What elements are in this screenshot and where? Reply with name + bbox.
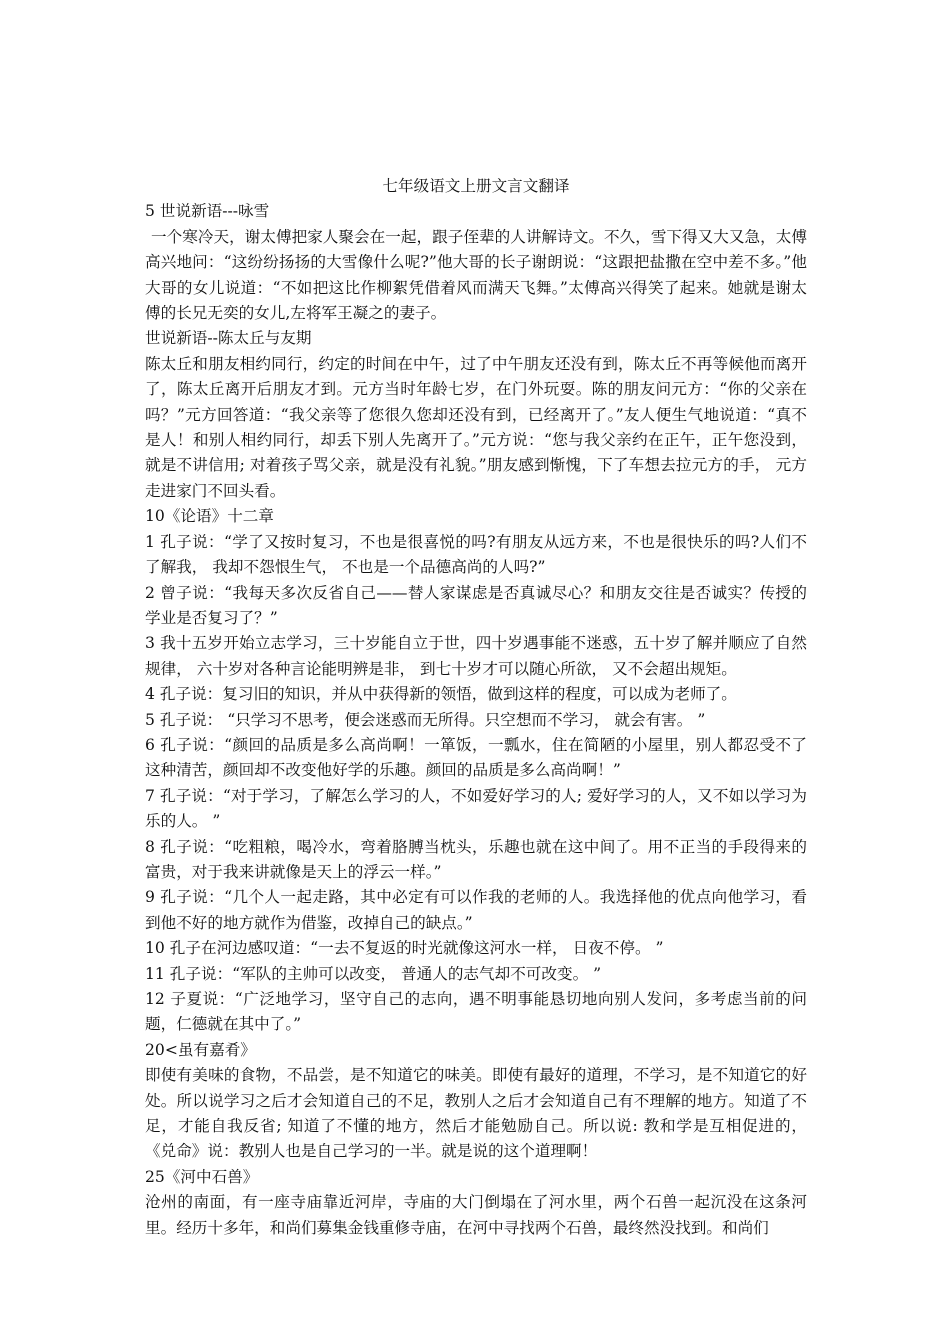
paragraph: 10 孔子在河边感叹道：“一去不复返的时光就像这河水一样， 日夜不停。 ”: [145, 939, 664, 958]
paragraph: 即使有美味的食物，不品尝，是不知道它的味美。即使有最好的道理，不学习，是不知道它的好处。所以说学习之后才会知道自己的不足，教别人之后才会知道自己有不理解的地方。知道了不足，才能自我反省; 知道了不懂的地方，然后才能勉励自己。所以说: 教和学是互相促进的， 《兑命》说：教别人也是自己学习的一半。就是说的这个道理啊！: [145, 1066, 807, 1161]
document-blocks: [145, 199, 807, 1241]
paragraph: 沧州的南面，有一座寺庙靠近河岸，寺庙的大门倒塌在了河水里，两个石兽一起沉没在这条河里。经历十多年，和尚们募集金钱重修寺庙，在河中寻找两个石兽，最终然没找到。和尚们: [145, 1193, 807, 1237]
paragraph: 4 孔子说：复习旧的知识，并从中获得新的领悟，做到这样的程度，可以成为老师了。: [145, 685, 737, 704]
paragraph: 11 孔子说：“军队的主帅可以改变， 普通人的志气却不可改变。 ”: [145, 964, 602, 983]
paragraph: 6 孔子说：“颜回的品质是多么高尚啊！一箪饭，一瓢水，住在简陋的小屋里，别人都忍受不了这种清苦，颜回却不改变他好学的乐趣。颜回的品质是多么高尚啊！”: [145, 735, 807, 780]
section-heading: 20<虽有嘉肴》: [145, 1040, 256, 1059]
paragraph: 3 我十五岁开始立志学习，三十岁能自立于世，四十岁遇事能不迷惑，五十岁了解并顺应了自然规律， 六十岁对各种言论能明辨是非， 到七十岁才可以随心所欲， 又不会超出规矩。: [145, 634, 807, 678]
paragraph: 一个寒冷天，谢太傅把家人聚会在一起，跟子侄辈的人讲解诗文。不久，雪下得又大又急，太傅高兴地问：“这纷纷扬扬的大雪像什么呢?”他大哥的长子谢朗说：“这跟把盐撒在空中差不多。”他大哥的女儿说道：“不如把这比作柳絮凭借着风而满天飞舞。”太傅高兴得笑了起来。她就是谢太傅的长兄无奕的女儿,左将军王凝之的妻子。: [145, 227, 807, 323]
section-heading: 世说新语--陈太丘与友期: [145, 329, 312, 348]
section-heading: 10《论语》十二章: [145, 507, 274, 526]
paragraph: 5 孔子说： “只学习不思考，便会迷惑而无所得。只空想而不学习， 就会有害。 ”: [145, 710, 706, 729]
document-title: 七年级语文上册文言文翻译: [382, 177, 570, 195]
paragraph: 12 子夏说：“广泛地学习，坚守自己的志向，遇不明事能恳切地向别人发问，多考虑当前的问题，仁德就在其中了。”: [145, 990, 807, 1034]
paragraph: 7 孔子说：“对于学习，了解怎么学习的人，不如爱好学习的人; 爱好学习的人，又不如以学习为乐的人。 ”: [145, 786, 807, 831]
paragraph: 9 孔子说：“几个人一起走路，其中必定有可以作我的老师的人。我选择他的优点向他学习，看到他不好的地方就作为借鉴，改掉自己的缺点。”: [145, 888, 807, 932]
paragraph: 2 曾子说：“我每天多次反省自己——替人家谋虑是否真诚尽心？和朋友交往是否诚实？传授的学业是否复习了？”: [145, 583, 807, 627]
section-heading: 25《河中石兽》: [145, 1167, 259, 1186]
paragraph: 8 孔子说：“吃粗粮，喝冷水，弯着胳膊当枕头，乐趣也就在这中间了。用不正当的手段得来的富贵，对于我来讲就像是天上的浮云一样。”: [145, 837, 807, 881]
paragraph: 1 孔子说：“学了又按时复习，不也是很喜悦的吗?有朋友从远方来，不也是很快乐的吗?人们不了解我， 我却不怨恨生气， 不也是一个品德高尚的人吗?”: [145, 532, 807, 577]
section-heading: 5 世说新语---咏雪: [145, 202, 270, 221]
document-body: [145, 174, 807, 1241]
paragraph: 陈太丘和朋友相约同行，约定的时间在中午，过了中午朋友还没有到，陈太丘不再等候他而离开了，陈太丘离开后朋友才到。元方当时年龄七岁，在门外玩耍。陈的朋友问元方：“你的父亲在吗？”元方回答道：“我父亲等了您很久您却还没有到，已经离开了。”友人便生气地说道：“真不是人！和别人相约同行，却丢下别人先离开了。”元方说：“您与我父亲约在正午，正午您没到，就是不讲信用; 对着孩子骂父亲，就是没有礼貌。”朋友感到惭愧，下了车想去拉元方的手， 元方走进家门不回头看。: [145, 354, 807, 500]
